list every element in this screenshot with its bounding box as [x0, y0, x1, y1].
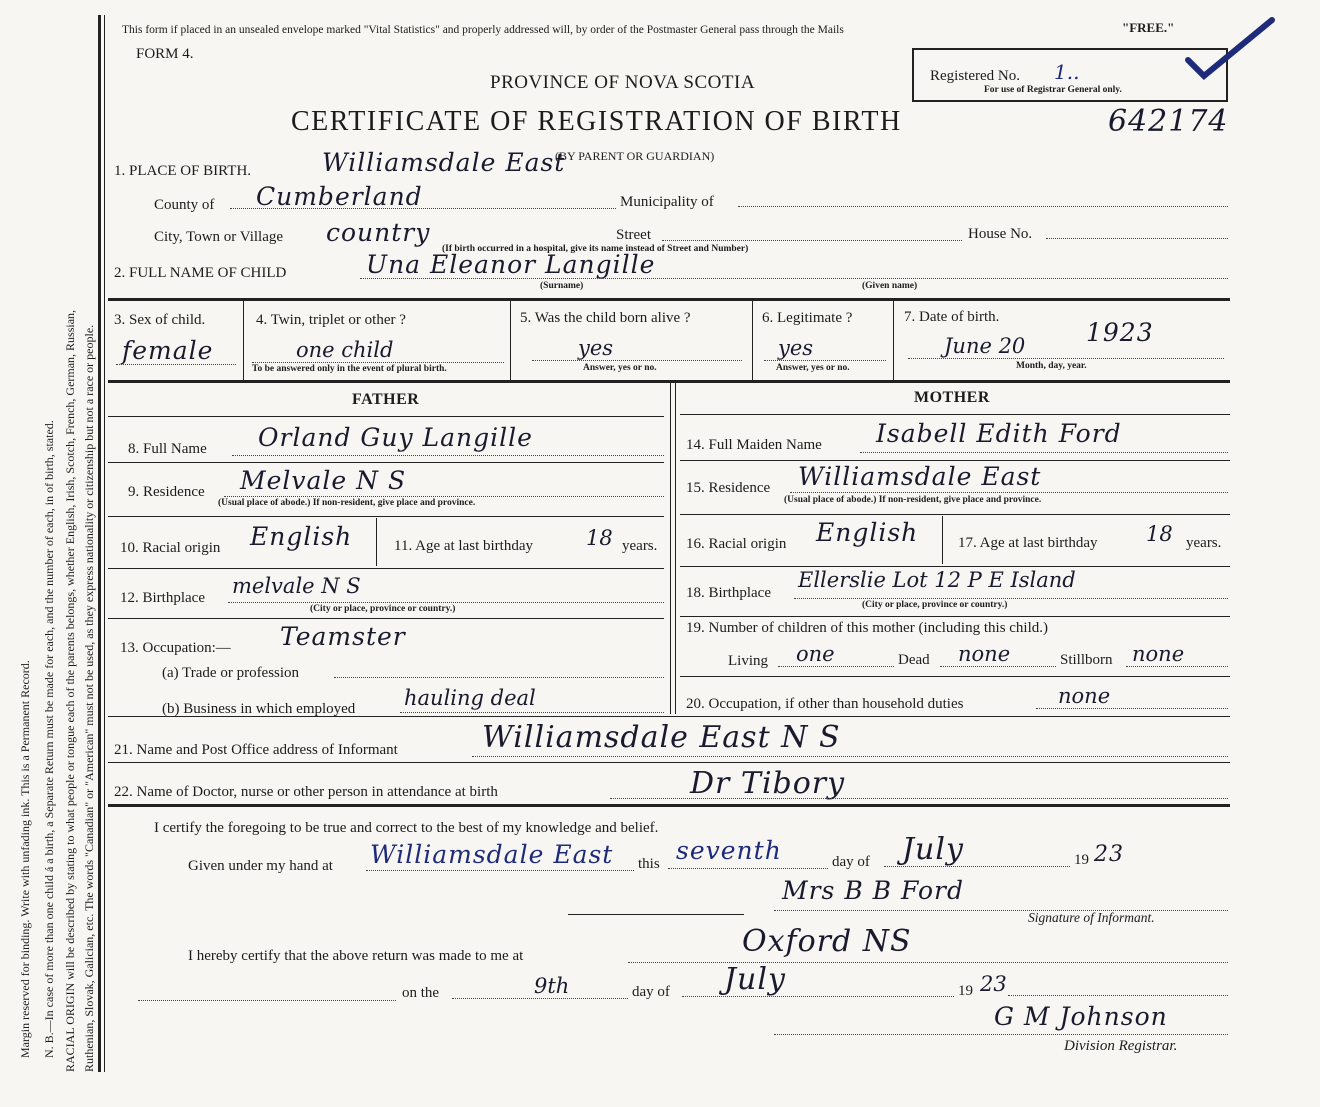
given-place: Williamsdale East	[370, 840, 614, 869]
alive-label: 5. Was the child born alive ?	[520, 310, 691, 326]
legitimate-note: Answer, yes or no.	[776, 363, 850, 373]
father-name-value: Orland Guy Langille	[258, 423, 533, 452]
mother-occupation-value: none	[1058, 684, 1111, 708]
father-birthplace-label: 12. Birthplace	[120, 590, 205, 606]
county-label: County of	[154, 197, 215, 213]
mother-name-label: 14. Full Maiden Name	[686, 437, 822, 453]
mother-racial-label: 16. Racial origin	[686, 536, 787, 552]
stillborn-value: none	[1132, 642, 1185, 666]
informant-signature-label: Signature of Informant.	[1028, 910, 1155, 925]
dob-year: 1923	[1086, 318, 1154, 347]
mother-abode-note: (Usual place of abode.) If non-resident, give place and province.	[784, 495, 1042, 505]
father-residence-label: 9. Residence	[128, 484, 205, 500]
twin-note: To be answered only in the event of plural birth.	[252, 364, 447, 374]
father-age-value: 18	[586, 526, 613, 550]
place-of-birth-label: 1. PLACE OF BIRTH.	[114, 163, 252, 179]
certify-text: I certify the foregoing to be true and correct to the best of my knowledge and belief.	[154, 820, 659, 836]
dead-label: Dead	[898, 652, 930, 668]
mother-years: years.	[1186, 535, 1222, 551]
informant-signature: Mrs B B Ford	[782, 876, 964, 905]
free-label: "FREE."	[1122, 20, 1175, 35]
father-racial-label: 10. Racial origin	[120, 540, 221, 556]
registrar-text: I hereby certify that the above return was made to me at	[188, 948, 524, 964]
on-the-label: on the	[402, 985, 440, 1001]
mother-residence-label: 15. Residence	[686, 480, 771, 496]
given-label: Given under my hand at	[188, 858, 333, 874]
day-value: seventh	[676, 836, 782, 865]
living-label: Living	[728, 653, 768, 669]
registered-note: For use of Registrar General only.	[984, 85, 1122, 95]
mother-racial-value: English	[816, 518, 919, 547]
year-value: 23	[1094, 842, 1124, 867]
left-border-inner	[104, 15, 105, 1072]
registrar-place: Oxford NS	[742, 924, 912, 959]
registered-value: 1..	[1054, 60, 1080, 84]
day-label: day of	[832, 854, 870, 870]
check-mark-icon	[1180, 16, 1280, 86]
mother-age-label: 17. Age at last birthday	[958, 535, 1098, 551]
certificate-title: CERTIFICATE OF REGISTRATION OF BIRTH	[291, 106, 902, 137]
mother-residence-value: Williamsdale East	[798, 462, 1042, 491]
mother-birthplace-note: (City or place, province or country.)	[862, 600, 1008, 610]
father-years: years.	[622, 538, 658, 554]
father-name-label: 8. Full Name	[128, 441, 207, 457]
father-occupation-label: 13. Occupation:—	[120, 640, 231, 656]
municipality-label: Municipality of	[620, 194, 714, 210]
registration-number: 642174	[1108, 104, 1229, 139]
this-label: this	[638, 856, 660, 872]
father-birthplace-value: melvale N S	[232, 574, 361, 598]
stillborn-label: Stillborn	[1060, 652, 1113, 668]
year-prefix: 19	[1074, 852, 1089, 868]
registrar-signature: G M Johnson	[994, 1002, 1168, 1031]
father-abode-note: (Usual place of abode.) If non-resident, give place and province.	[218, 498, 476, 508]
dead-value: none	[958, 642, 1011, 666]
mother-name-value: Isabell Edith Ford	[876, 419, 1122, 448]
nb-note: N. B.—In case of more than one child á a birth, a Separate Return must be made for each, and the number of each, in of birth, stated.	[42, 420, 56, 1058]
form-number: FORM 4.	[136, 46, 194, 62]
father-birthplace-note: (City or place, province or country.)	[310, 604, 456, 614]
city-label: City, Town or Village	[154, 229, 284, 245]
trade-label: (a) Trade or profession	[162, 665, 300, 681]
legitimate-label: 6. Legitimate ?	[762, 310, 853, 326]
mother-birthplace-value: Ellerslie Lot 12 P E Island	[798, 568, 1076, 592]
alive-value: yes	[578, 336, 614, 360]
registrar-month-value: July	[724, 962, 786, 997]
given-name-note: (Given name)	[862, 281, 918, 291]
month-value: July	[902, 832, 964, 867]
mother-age-value: 18	[1146, 522, 1173, 546]
street-label: Street	[616, 227, 651, 243]
father-racial-value: English	[250, 522, 353, 551]
by-parent-note: (BY PARENT OR GUARDIAN)	[555, 149, 715, 163]
registrar-day-label: day of	[632, 984, 670, 1000]
twin-value: one child	[296, 338, 394, 362]
county-value: Cumberland	[256, 182, 423, 211]
registrar-title: Division Registrar.	[1064, 1038, 1178, 1054]
dob-value: June 20	[944, 334, 1026, 358]
mother-heading: MOTHER	[914, 389, 990, 406]
business-label: (b) Business in which employed	[162, 701, 356, 717]
doctor-label: 22. Name of Doctor, nurse or other person in attendance at birth	[114, 784, 498, 800]
children-label: 19. Number of children of this mother (including this child.)	[686, 620, 1049, 636]
legitimate-value: yes	[778, 336, 814, 360]
registrar-year-value: 23	[980, 972, 1007, 996]
registrar-year-prefix: 19	[958, 983, 973, 999]
doctor-value: Dr Tibory	[690, 766, 846, 801]
father-age-label: 11. Age at last birthday	[394, 538, 533, 554]
living-value: one	[796, 642, 835, 666]
margin-note: Margin reserved for binding. Write with unfading ink. This is a Permanent Record.	[18, 660, 32, 1058]
registered-label: Registered No.	[930, 68, 1020, 84]
mother-birthplace-label: 18. Birthplace	[686, 585, 771, 601]
alive-note: Answer, yes or no.	[583, 363, 657, 373]
dob-label: 7. Date of birth.	[904, 309, 1000, 325]
house-label: House No.	[968, 226, 1033, 242]
informant-value: Williamsdale East N S	[482, 720, 841, 755]
child-name-value: Una Eleanor Langille	[366, 250, 656, 279]
racial-note-1: RACIAL ORIGIN will be described by stating to what people or tongue each of the parents belongs, whether English, Irish, Scotch, French, German, Russian,	[63, 309, 77, 1072]
sex-value: female	[122, 336, 214, 365]
mail-note: This form if placed in an unsealed envelope marked "Vital Statistics" and properly addressed will, by order of the Postmaster General pass through the Mails	[122, 24, 844, 36]
city-value: country	[326, 218, 431, 247]
surname-note: (Surname)	[540, 281, 584, 291]
twin-label: 4. Twin, triplet or other ?	[256, 312, 406, 328]
place-of-birth-value: Williamsdale East	[322, 148, 566, 177]
dob-note: Month, day, year.	[1016, 361, 1087, 371]
sex-label: 3. Sex of child.	[114, 312, 206, 328]
business-value: hauling deal	[404, 686, 536, 710]
registrar-day-value: 9th	[534, 974, 570, 998]
father-heading: FATHER	[352, 391, 420, 408]
father-occupation-value: Teamster	[280, 622, 406, 651]
hospital-note: (If birth occurred in a hospital, give its name instead of Street and Number)	[442, 244, 749, 254]
mother-occupation-label: 20. Occupation, if other than household duties	[686, 696, 964, 712]
informant-label: 21. Name and Post Office address of Informant	[114, 742, 398, 758]
child-name-label: 2. FULL NAME OF CHILD	[114, 265, 287, 281]
racial-note-2: Ruthenian, Slovak, Galician, etc. The words "Canadian" or "American" must not be used, as they express nationality or citizenship but not a race or people.	[82, 324, 96, 1072]
province-title: PROVINCE OF NOVA SCOTIA	[490, 72, 756, 93]
father-residence-value: Melvale N S	[240, 466, 407, 495]
left-border	[98, 15, 101, 1072]
